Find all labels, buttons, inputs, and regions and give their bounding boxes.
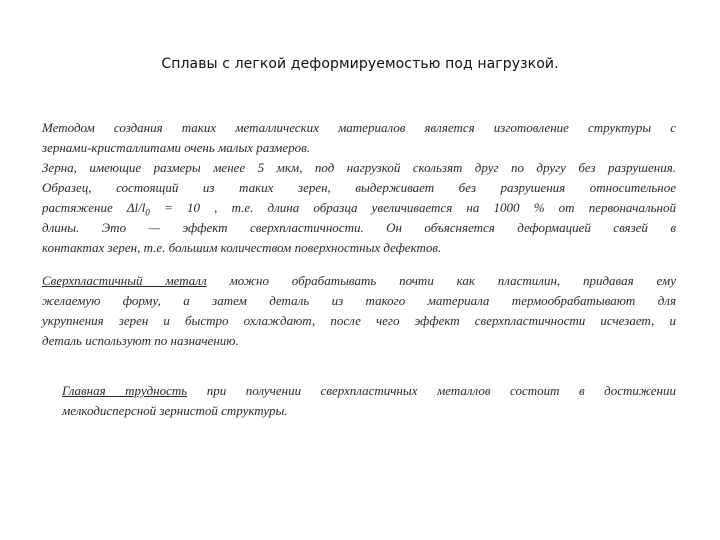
formula-rest: = 10 , т.е. длина образца увеличивается на 1000 % от первоначальной	[149, 200, 676, 215]
text-line: Образец, состоящий из таких зерен, выдерживает без разрушения относительное	[42, 180, 676, 195]
text-line: деталь используют по назначению.	[42, 333, 239, 348]
paragraph-method	[42, 118, 676, 258]
paragraph-main-difficulty	[62, 381, 676, 421]
term-main-difficulty: Главная трудность	[62, 383, 188, 398]
text-line: укрупнения зерен и быстро охлаждают, после чего эффект сверхпластичности исчезает, и	[42, 313, 676, 328]
text-line-formula	[42, 198, 676, 218]
text-line: Методом создания таких металлических материалов является изготовление структуры с	[42, 120, 676, 135]
text-fragment: можно обрабатывать почти как пластилин, придавая ему	[206, 273, 676, 288]
text-line	[62, 381, 676, 401]
text-line: длины. Это — эффект сверхпластичности. Он объясняется деформацией связей в	[42, 220, 676, 235]
text-line: мелкодисперсной зернистой структуры.	[62, 403, 288, 418]
text-line: желаемую форму, а затем деталь из такого материала термообрабатывают для	[42, 293, 676, 308]
text-fragment: при получении сверхпластичных металлов состоит в достижении	[187, 383, 677, 398]
formula-text: растяжение Δl/l	[42, 200, 146, 215]
text-line: контактах зерен, т.е. большим количеством поверхностных дефектов.	[42, 240, 442, 255]
text-line	[42, 271, 676, 291]
text-line: зернами-кристаллитами очень малых размеров.	[42, 140, 310, 155]
formula-subscript: 0	[145, 207, 150, 218]
term-superplastic-metal: Сверхпластичный металл	[42, 273, 207, 288]
page-title: Сплавы с легкой деформируемостью под нагрузкой.	[161, 56, 559, 72]
paragraph-superplastic	[42, 271, 676, 351]
text-line: Зерна, имеющие размеры менее 5 мкм, под нагрузкой скользят друг по другу без разрушения.	[42, 160, 676, 175]
